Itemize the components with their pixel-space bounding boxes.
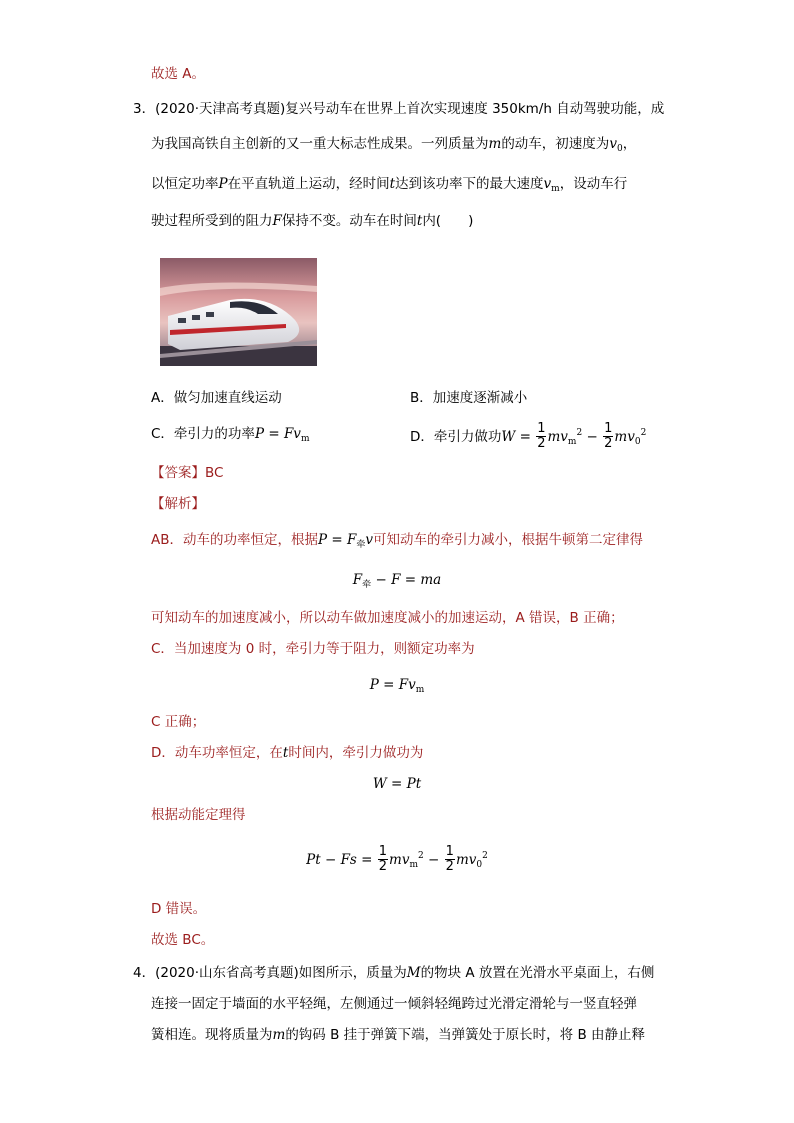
q3-option-c: C．牵引力的功率$P = Fv_m$ (151, 426, 310, 444)
analysis-ab-line: AB．动车的功率恒定，根据$P = F_牵v$可知动车的牵引力减小，根据牛顿第二定律得 (151, 532, 644, 550)
analysis-c-line: C．当加速度为 0 时，牵引力等于阻力，则额定功率为 (151, 641, 475, 657)
analysis-label: 【解析】 (151, 496, 205, 512)
q3-line3: 以恒定功率P在平直轨道上运动，经时间t达到该功率下的最大速度$v_m$，设动车行 (151, 176, 628, 194)
prev-conclusion: 故选 A。 (151, 66, 206, 82)
q4-line1: 4．(2020·山东省高考真题)如图所示，质量为M的物块 A 放置在光滑水平桌面上，右侧 (133, 965, 655, 981)
equation-kinetic-energy: Pt − Fs = $\frac{1}{2}$ $mv_m^2$ − $\frac{1}{2}$ $mv_0^2$ (306, 844, 488, 875)
q3-option-d: D．牵引力做功W = $\frac{1}{2}$ $mv_m^2$ − $\frac{1}{2}$ $mv_0^2$ (410, 421, 647, 452)
q3-line2: 为我国高铁自主创新的又一重大标志性成果。一列质量为m的动车，初速度为$v_0$， (151, 136, 637, 154)
q3-conclusion: 故选 BC。 (151, 932, 215, 948)
analysis-ab-conclusion: 可知动车的加速度减小，所以动车做加速度减小的加速运动，A 错误，B 正确； (151, 610, 624, 626)
answer-label: 【答案】 (151, 465, 205, 481)
q3-answer (151, 465, 223, 481)
q4-line3: 簧相连。现将质量为m的钩码 B 挂于弹簧下端，当弹簧处于原长时，将 B 由静止释 (151, 1027, 645, 1043)
analysis-d-wrong: D 错误。 (151, 901, 207, 917)
q3-line1: 3．(2020·天津高考真题)复兴号动车在世界上首次实现速度 350km/h 自动驾驶功能，成 (133, 101, 665, 117)
equation-rated-power: $P = Fv_m$ (369, 677, 425, 695)
q3-number: 3． (133, 101, 156, 117)
analysis-c-correct: C 正确； (151, 714, 206, 730)
equation-work: W = Pt (372, 776, 422, 792)
q4-source: (2020·山东省高考真题) (155, 965, 299, 981)
q4-number: 4． (133, 965, 156, 981)
q4-line2: 连接一固定于墙面的水平轻绳，左侧通过一倾斜轻绳跨过光滑定滑轮与一竖直轻弹 (151, 996, 637, 1012)
q3-line4: 驶过程所受到的阻力F保持不变。动车在时间t内( ) (151, 213, 474, 229)
equation-newton: $F_牵 - F$ = ma (352, 572, 442, 590)
train-photo (160, 258, 317, 366)
q3-option-a: A．做匀加速直线运动 (151, 390, 282, 406)
q3-option-b: B．加速度逐渐减小 (410, 390, 528, 406)
answer-value: BC (205, 465, 224, 481)
q3-source: (2020·天津高考真题) (155, 101, 286, 117)
analysis-energy-theorem: 根据动能定理得 (151, 807, 246, 823)
analysis-d-line: D．动车功率恒定，在t时间内，牵引力做功为 (151, 745, 424, 761)
